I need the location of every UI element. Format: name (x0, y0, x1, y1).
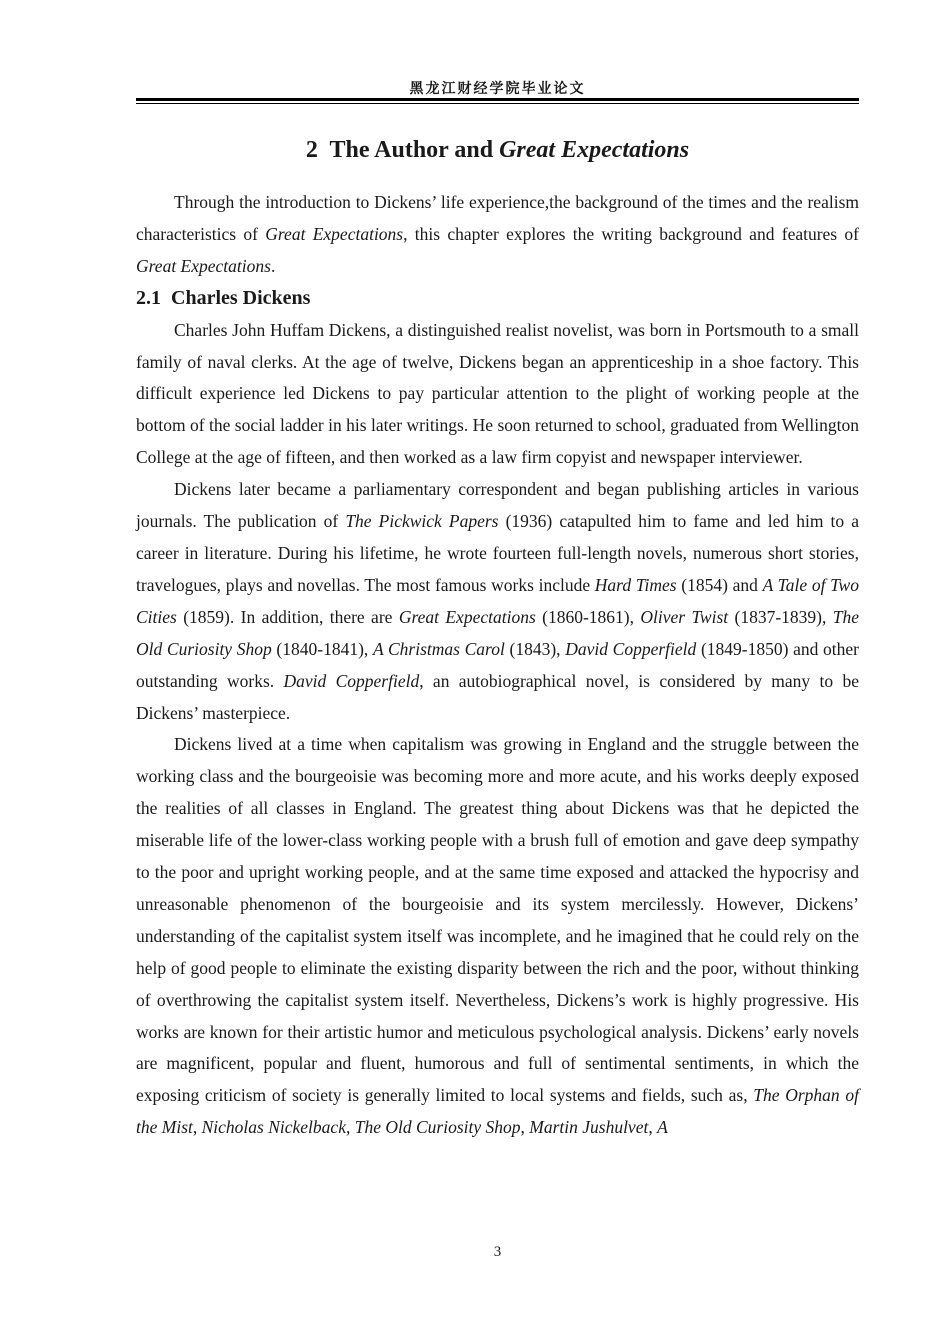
book-title: Great Expectations (265, 223, 404, 244)
section-number: 2.1 (136, 286, 161, 309)
text-run: (1936) catapulted him to fame and led him to a career in literature. During his lifetime, he wrote fourteen full-length novels, numerous short stories, travelogues, plays and novellas. The most famous works include (136, 511, 859, 595)
chapter-number: 2 (305, 137, 318, 163)
book-title: Oliver Twist (640, 606, 729, 627)
text-run: (1837-1839), (728, 606, 833, 627)
book-title: Great Expectations (136, 255, 271, 276)
intro-paragraph (136, 187, 859, 283)
text-run: . (270, 255, 276, 276)
chapter-title-plain: The Author and (329, 137, 494, 163)
book-title: A Tale of Two Cities (136, 574, 859, 627)
text-run: , (192, 1117, 202, 1138)
chapter-title-italic: Great Expectations (499, 137, 690, 163)
text-run: (1854) and (676, 574, 763, 595)
book-title: Nicholas Nickelback (201, 1117, 346, 1138)
paragraph-3 (136, 729, 859, 1144)
book-title: Martin Jushulvet (529, 1117, 649, 1138)
book-title: The Old Curiosity Shop (136, 606, 859, 659)
book-title: The Pickwick Papers (345, 511, 499, 532)
text-run: (1860-1861), (535, 606, 641, 627)
text-run: , this chapter explores the writing background and features of (403, 223, 859, 244)
text-run: (1859). In addition, there are (176, 606, 399, 627)
book-title: The Old Curiosity Shop (354, 1117, 521, 1138)
paragraph-1: Charles John Huffam Dickens, a distinguished realist novelist, was born in Portsmouth to a small family of naval clerks. At the age of twelve, Dickens began an apprenticeship in a shoe factory. This difficult experience led Dickens to pay particular attention to the plight of working people at the bottom of the social ladder in his later writings. He soon returned to school, graduated from Wellington College at the age of fifteen, and then worked as a law firm copyist and newspaper interviewer. (136, 319, 859, 468)
text-run: (1843), (504, 638, 566, 659)
header-rule-thick (136, 98, 859, 101)
section-title: Charles Dickens (171, 286, 311, 309)
book-title: A Christmas Carol (372, 638, 505, 659)
book-title: Great Expectations (398, 606, 536, 627)
book-title: David Copperfield (565, 638, 697, 659)
book-title: The Orphan of the Mist (136, 1085, 859, 1138)
text-run: , (345, 1117, 355, 1138)
header-title: 黑龙江财经学院毕业论文 (409, 81, 586, 97)
text-run: Through the introduction to Dickens’ life experience,the background of the times and the realism characteristics of (136, 192, 859, 244)
section-heading (136, 283, 859, 315)
body-text (136, 187, 859, 1144)
text-run: (1840-1841), (271, 638, 373, 659)
book-title: David Copperfield (283, 670, 420, 691)
text-run: (1849-1850) and other outstanding works. (136, 638, 859, 691)
header-rule-thin (136, 103, 859, 104)
page-number: 3 (493, 1244, 502, 1260)
book-title: A (657, 1117, 668, 1138)
text-run: , an autobiographical novel, is considered by many to be Dickens’ masterpiece. (136, 670, 859, 723)
text-run: Dickens later became a parliamentary correspondent and began publishing articles in various journals. The publication of (136, 479, 859, 532)
paragraph-2 (136, 474, 859, 729)
chapter-title (136, 134, 859, 166)
text-run: Dickens lived at a time when capitalism was growing in England and the struggle between the working class and the bourgeoisie was becoming more and more acute, and his works deeply exposed the realities of all classes in England. The greatest thing about Dickens was that he depicted the miserable life of the lower-class working people with a brush full of emotion and gave deep sympathy to the poor and upright working people, and at the same time exposed and attacked the hypocrisy and unreasonable phenomenon of the bourgeoisie and its system mercilessly. However, Dickens’ understanding of the capitalist system itself was incomplete, and he imagined that he could rely on the help of good people to eliminate the existing disparity between the rich and the poor, without thinking of overthrowing the capitalist system itself. Nevertheless, Dickens’s work is highly progressive. His works are known for their artistic humor and meticulous psychological analysis. Dickens’ early novels are magnificent, popular and fluent, humorous and full of sentimental sentiments, in which the exposing criticism of society is generally limited to local systems and fields, such as, (136, 734, 859, 1106)
text-run: , (648, 1117, 658, 1138)
text-run: , (520, 1117, 530, 1138)
book-title: Hard Times (594, 574, 677, 595)
